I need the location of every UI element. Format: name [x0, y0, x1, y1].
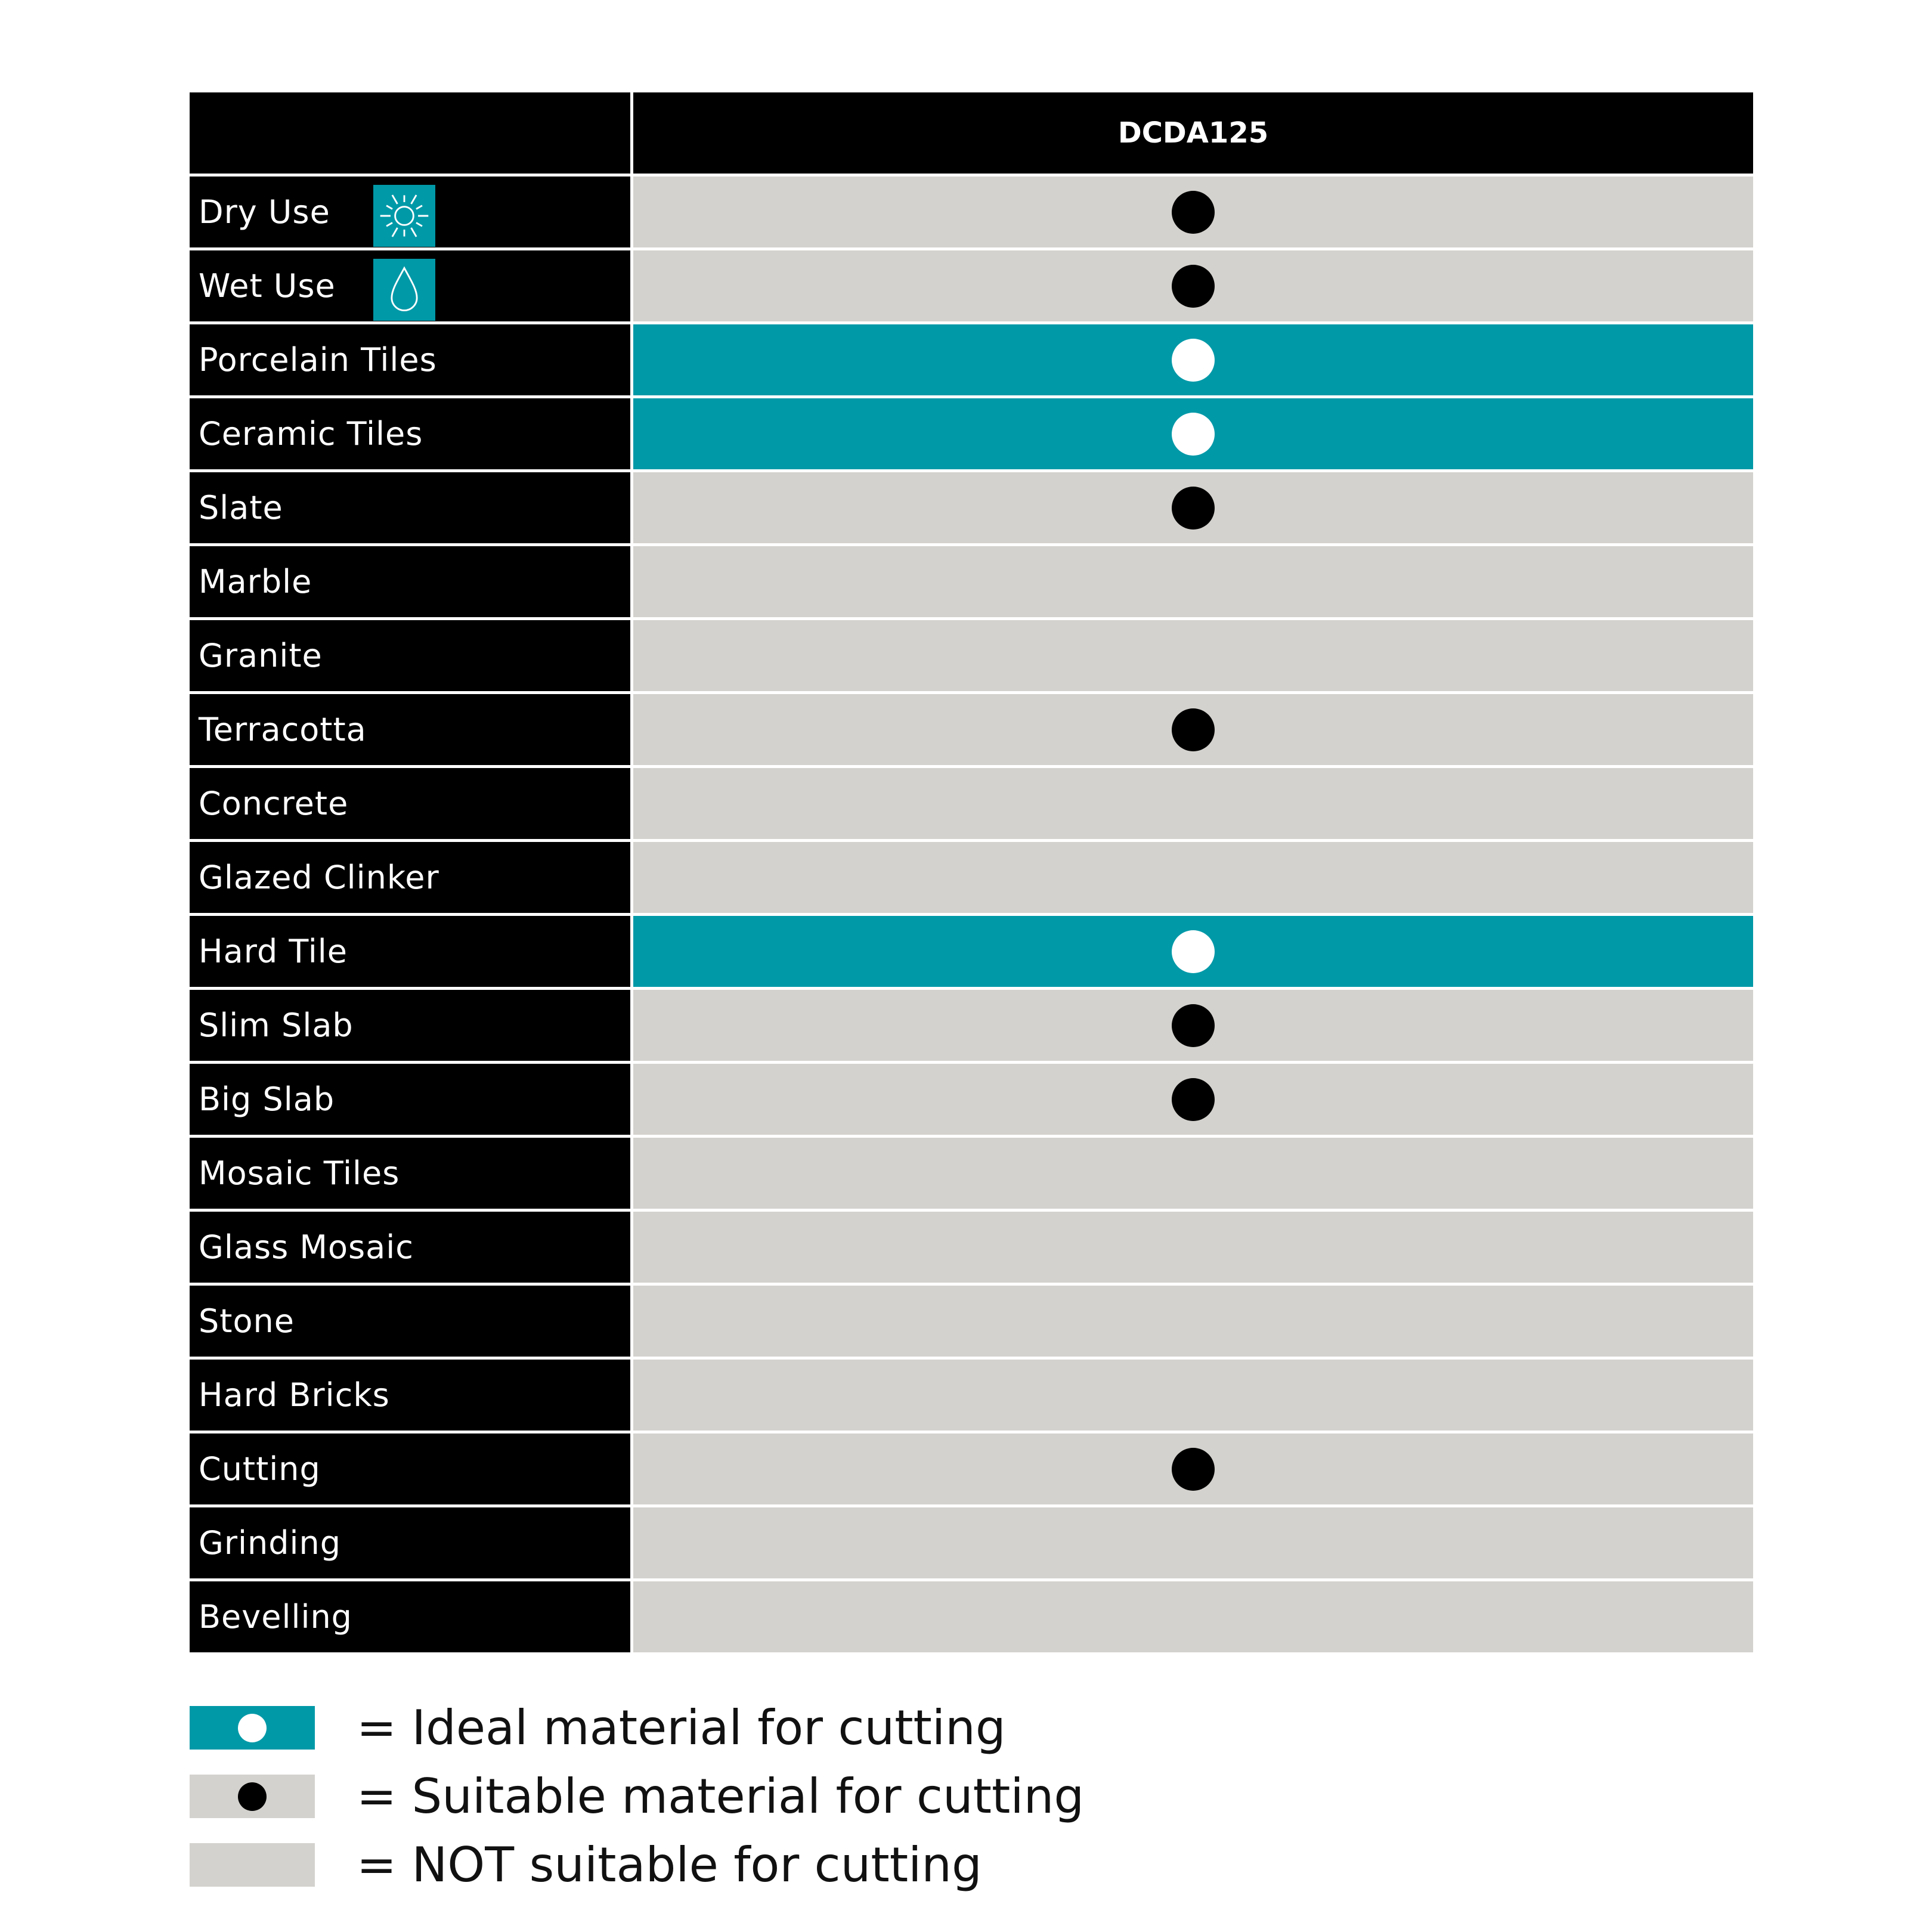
row-label [190, 842, 630, 913]
row-label-text: Big Slab [199, 1080, 335, 1118]
rating-cell [633, 694, 1753, 765]
rating-cell [633, 1581, 1753, 1652]
ideal-dot [238, 1714, 267, 1742]
table-row [190, 1433, 1753, 1504]
material-suitability-table [190, 92, 1753, 1655]
legend-text: = Ideal material for cutting [357, 1700, 1006, 1755]
table-row [190, 768, 1753, 839]
suitable-dot [1172, 1448, 1215, 1491]
row-label [190, 916, 630, 987]
table-row [190, 1138, 1753, 1209]
legend [190, 1693, 1084, 1899]
legend-text: = Suitable material for cutting [357, 1769, 1085, 1824]
rating-cell [633, 546, 1753, 617]
rating-cell [633, 1433, 1753, 1504]
row-label [190, 694, 630, 765]
header-corner-cell [190, 92, 630, 174]
row-label [190, 620, 630, 691]
rating-cell [633, 1064, 1753, 1135]
row-label [190, 768, 630, 839]
suitable-dot [1172, 191, 1215, 234]
ideal-dot [1172, 339, 1215, 382]
table-row [190, 990, 1753, 1061]
rating-cell [633, 1507, 1753, 1578]
table-row [190, 620, 1753, 691]
row-label-text: Slate [199, 489, 283, 527]
row-label [190, 1212, 630, 1283]
table-row [190, 1507, 1753, 1578]
row-label-text: Dry Use [199, 193, 330, 231]
legend-swatch [190, 1775, 315, 1818]
row-label-text: Ceramic Tiles [199, 415, 423, 453]
table-row [190, 842, 1753, 913]
row-label [190, 1581, 630, 1652]
table-row [190, 1064, 1753, 1135]
row-label-text: Cutting [199, 1450, 321, 1488]
suitable-dot [1172, 265, 1215, 308]
table-row [190, 1286, 1753, 1357]
suitable-dot [1172, 1078, 1215, 1121]
rating-cell [633, 916, 1753, 987]
row-label [190, 1507, 630, 1578]
column-header-model: DCDA125 [633, 92, 1753, 174]
row-label-text: Marble [199, 563, 312, 600]
legend-swatch [190, 1706, 315, 1750]
table-row [190, 1360, 1753, 1431]
ideal-dot [1172, 930, 1215, 973]
rating-cell [633, 324, 1753, 395]
table-row [190, 1581, 1753, 1652]
table-row [190, 472, 1753, 543]
row-label-text: Terracotta [199, 711, 367, 748]
row-label [190, 250, 630, 321]
row-label [190, 177, 630, 247]
table-row [190, 1212, 1753, 1283]
row-label [190, 324, 630, 395]
rating-cell [633, 177, 1753, 247]
row-label [190, 1360, 630, 1431]
legend-item-suitable [190, 1762, 1084, 1831]
row-label-text: Grinding [199, 1524, 342, 1562]
sun-icon [373, 185, 435, 247]
table-row [190, 398, 1753, 469]
suitable-dot [1172, 708, 1215, 751]
rating-cell [633, 1212, 1753, 1283]
row-label-text: Wet Use [199, 267, 336, 305]
row-label-text: Concrete [199, 785, 349, 822]
rating-cell [633, 250, 1753, 321]
row-label-text: Slim Slab [199, 1007, 354, 1044]
row-label-text: Stone [199, 1302, 295, 1340]
rating-cell [633, 1286, 1753, 1357]
table-row [190, 916, 1753, 987]
table-row [190, 324, 1753, 395]
legend-swatch [190, 1843, 315, 1887]
table-row [190, 546, 1753, 617]
legend-item-not-suitable [190, 1831, 1084, 1899]
rating-cell [633, 1138, 1753, 1209]
row-label-text: Mosaic Tiles [199, 1154, 400, 1192]
rating-cell [633, 842, 1753, 913]
row-label-text: Bevelling [199, 1598, 352, 1636]
table-body [190, 177, 1753, 1652]
rating-cell [633, 1360, 1753, 1431]
rating-cell [633, 398, 1753, 469]
suitable-dot [238, 1782, 267, 1811]
rating-cell [633, 472, 1753, 543]
row-label [190, 990, 630, 1061]
ideal-dot [1172, 413, 1215, 456]
row-label [190, 1064, 630, 1135]
rating-cell [633, 990, 1753, 1061]
row-label [190, 546, 630, 617]
rating-cell [633, 768, 1753, 839]
row-label-text: Hard Tile [199, 933, 348, 970]
row-label-text: Hard Bricks [199, 1376, 390, 1414]
row-label-text: Glazed Clinker [199, 859, 439, 896]
suitable-dot [1172, 1004, 1215, 1047]
row-label [190, 1138, 630, 1209]
legend-text: = NOT suitable for cutting [357, 1837, 982, 1893]
row-label-text: Granite [199, 637, 323, 674]
table-row [190, 694, 1753, 765]
row-label-text: Glass Mosaic [199, 1228, 414, 1266]
suitable-dot [1172, 487, 1215, 530]
table-row [190, 250, 1753, 321]
table-row [190, 177, 1753, 247]
row-label-text: Porcelain Tiles [199, 341, 437, 379]
water-drop-icon [373, 259, 435, 321]
rating-cell [633, 620, 1753, 691]
row-label [190, 398, 630, 469]
row-label [190, 472, 630, 543]
table-header-row [190, 92, 1753, 174]
row-label [190, 1286, 630, 1357]
legend-item-ideal [190, 1693, 1084, 1762]
row-label [190, 1433, 630, 1504]
